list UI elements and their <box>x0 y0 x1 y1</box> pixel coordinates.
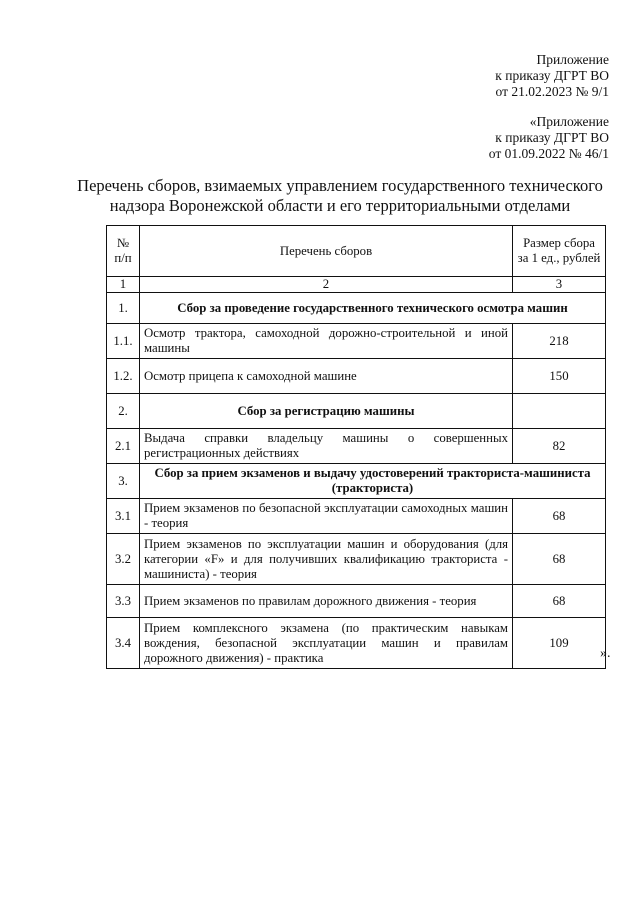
table-row <box>107 534 606 585</box>
row-desc: Прием экзаменов по безопасной эксплуатации самоходных машин - теория <box>140 499 513 534</box>
row-amount: 82 <box>513 429 606 464</box>
section-num: 3. <box>107 464 140 499</box>
row-num: 3.2 <box>107 534 140 585</box>
document-title <box>60 176 620 216</box>
row-amount: 150 <box>513 359 606 394</box>
section-num: 2. <box>107 394 140 429</box>
column-number: 3 <box>513 277 606 293</box>
table-row <box>107 359 606 394</box>
row-desc: Выдача справки владельцу машины о совершенных регистрационных действиях <box>140 429 513 464</box>
row-desc: Прием комплексного экзамена (по практическим навыкам вождения, безопасной эксплуатации машин и правилам дорожного движения) - практика <box>140 618 513 669</box>
row-amount: 109 <box>513 618 606 669</box>
row-desc: Осмотр трактора, самоходной дорожно-строительной и иной машины <box>140 324 513 359</box>
section-amount-empty <box>513 394 606 429</box>
appendix-previous-header <box>489 114 609 162</box>
table-row <box>107 429 606 464</box>
section-title: Сбор за проведение государственного технического осмотра машин <box>140 293 606 324</box>
row-desc: Осмотр прицепа к самоходной машине <box>140 359 513 394</box>
row-amount: 68 <box>513 499 606 534</box>
section-row <box>107 293 606 324</box>
appendix-current-line3: от 21.02.2023 № 9/1 <box>495 84 609 99</box>
header-amount: Размер сбора за 1 ед., рублей <box>513 226 606 277</box>
fees-table <box>106 225 606 669</box>
row-num: 3.4 <box>107 618 140 669</box>
section-row <box>107 394 606 429</box>
appendix-current-line1: Приложение <box>536 52 609 67</box>
row-amount: 68 <box>513 534 606 585</box>
row-amount: 68 <box>513 585 606 618</box>
document-title-line1: Перечень сборов, взимаемых управлением государственного технического <box>77 176 603 195</box>
appendix-current-line2: к приказу ДГРТ ВО <box>495 68 609 83</box>
section-num: 1. <box>107 293 140 324</box>
appendix-previous-line2: к приказу ДГРТ ВО <box>495 130 609 145</box>
section-row <box>107 464 606 499</box>
row-amount: 218 <box>513 324 606 359</box>
table-header-row <box>107 226 606 277</box>
section-title: Сбор за регистрацию машины <box>140 394 513 429</box>
column-number-row <box>107 277 606 293</box>
appendix-previous-line1: «Приложение <box>529 114 609 129</box>
row-num: 2.1 <box>107 429 140 464</box>
table-row <box>107 499 606 534</box>
header-name: Перечень сборов <box>140 226 513 277</box>
table-row <box>107 324 606 359</box>
closing-quote-mark: ». <box>600 646 611 661</box>
column-number: 2 <box>140 277 513 293</box>
table-row <box>107 585 606 618</box>
document-title-line2: надзора Воронежской области и его территориальными отделами <box>109 196 571 215</box>
table-row <box>107 618 606 669</box>
row-num: 3.1 <box>107 499 140 534</box>
row-desc: Прием экзаменов по правилам дорожного движения - теория <box>140 585 513 618</box>
section-title: Сбор за прием экзаменов и выдачу удостоверений тракториста-машиниста (тракториста) <box>140 464 606 499</box>
appendix-previous-line3: от 01.09.2022 № 46/1 <box>488 146 609 161</box>
appendix-current-header <box>495 52 609 100</box>
row-num: 1.1. <box>107 324 140 359</box>
row-num: 1.2. <box>107 359 140 394</box>
row-num: 3.3 <box>107 585 140 618</box>
header-num: № п/п <box>107 226 140 277</box>
row-desc: Прием экзаменов по эксплуатации машин и оборудования (для категории «F» и для получивших квалификацию тракториста - машиниста) - теория <box>140 534 513 585</box>
column-number: 1 <box>107 277 140 293</box>
